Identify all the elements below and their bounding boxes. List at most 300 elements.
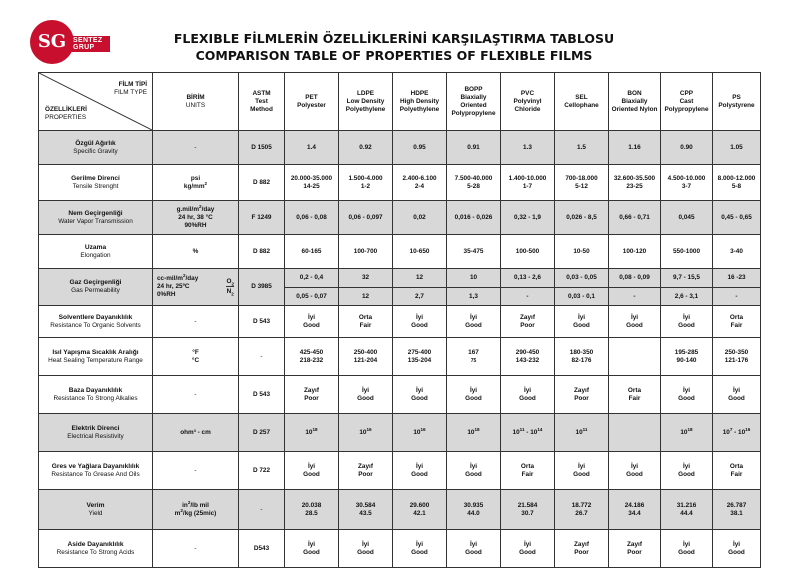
value-line: 28.5 (305, 509, 318, 517)
value-line: 31.216 (676, 501, 697, 509)
n2-sub: 2 (231, 291, 234, 297)
value-cell: 550-1000 (661, 235, 713, 269)
value-cell: 100-700 (339, 235, 393, 269)
property-en: Heat Sealing Temperature Range (48, 356, 143, 364)
film-type-label (114, 81, 147, 97)
value-base: 10 (575, 428, 583, 436)
row-strong-alkalies (39, 376, 761, 414)
ozellikleri-text: ÖZELLİKLERİ (45, 106, 87, 113)
value-exp: 11 (519, 426, 525, 432)
property-en: Specific Gravity (73, 147, 118, 155)
value-base: 10 (512, 428, 520, 436)
value-line: Good (519, 394, 536, 402)
value-line: İyi (307, 313, 316, 321)
property-cell (39, 131, 153, 165)
film-header-bopp (447, 73, 501, 131)
value-cell (713, 490, 761, 530)
value-line: 167 (468, 348, 479, 356)
unit-line: psi (190, 174, 201, 182)
property-cell (39, 269, 153, 306)
value-line: 7.500-40.000 (454, 174, 493, 182)
property-cell (39, 452, 153, 490)
value-cell (339, 452, 393, 490)
value-line: 218-232 (299, 356, 324, 364)
value-line: Good (303, 548, 320, 556)
value-cell (447, 414, 501, 452)
unit-cell: % (153, 235, 239, 269)
value-line: 5-8 (731, 182, 742, 190)
value-line: 34.4 (628, 509, 641, 517)
value-exp: 7 (729, 426, 733, 432)
value-line: Poor (520, 321, 535, 329)
value-line: İyi (630, 462, 639, 470)
film-code: HDPE (410, 89, 429, 97)
value-line: 1-2 (360, 182, 371, 190)
property-en: Resistance To Strong Alkalies (53, 394, 138, 402)
value-line: Good (678, 394, 695, 402)
value-cell (501, 376, 555, 414)
value-cell: 10 (447, 269, 501, 288)
value-line: Orta (627, 386, 642, 394)
value-line: Good (465, 548, 482, 556)
value-line: Zayıf (574, 540, 589, 548)
property-tr: Gaz Geçirgenliği (69, 279, 122, 286)
property-en: Resistance To Organic Solvents (50, 321, 141, 329)
row-organic-solvents (39, 306, 761, 338)
value-line: Good (626, 321, 643, 329)
value-cell (555, 376, 609, 414)
value-line: Fair (521, 470, 534, 478)
value-cell: 12 (339, 288, 393, 306)
value-cell (501, 338, 555, 376)
value-line: İyi (630, 313, 639, 321)
value-cell: 0,32 - 1,9 (501, 201, 555, 235)
unit-line: /day (185, 275, 199, 282)
value-line: İyi (682, 313, 691, 321)
value-cell: 1.16 (609, 131, 661, 165)
value-cell (285, 414, 339, 452)
film-name: Cellophane (564, 101, 599, 109)
value-line: 44.0 (467, 509, 480, 517)
value-exp: 18 (312, 426, 318, 432)
value-line: Good (573, 470, 590, 478)
value-line: 20.038 (301, 501, 322, 509)
value-line: 5-12 (575, 182, 588, 190)
value-line: İyi (732, 386, 741, 394)
unit-line: /kg (25mic) (182, 509, 217, 517)
value-line: Good (411, 470, 428, 478)
value-exp: 18 (687, 426, 693, 432)
value-cell (609, 165, 661, 201)
value-cell (661, 376, 713, 414)
property-tr: Gerilme Direnci (71, 174, 120, 182)
value-cell: 0,13 - 2,6 (501, 269, 555, 288)
value-line: 18.772 (571, 501, 592, 509)
astm-cell: D 882 (239, 165, 285, 201)
value-line: İyi (361, 540, 370, 548)
astm-cell: D 882 (239, 235, 285, 269)
value-line: İyi (415, 386, 424, 394)
value-line: 43.5 (359, 509, 372, 517)
value-cell: 0,06 - 0,097 (339, 201, 393, 235)
value-exp: 11 (582, 426, 588, 432)
value-cell (713, 306, 761, 338)
value-line: 1-7 (522, 182, 533, 190)
film-name: Low Density (346, 97, 385, 105)
header-row (39, 73, 761, 131)
unit-cell: - (153, 452, 239, 490)
value-line: Orta (729, 462, 744, 470)
value-line: 20.000-35.000 (290, 174, 333, 182)
astm-cell: D 543 (239, 376, 285, 414)
value-cell (609, 414, 661, 452)
value-cell: 1.5 (555, 131, 609, 165)
value-cell (339, 414, 393, 452)
value-cell (661, 452, 713, 490)
astm-header (239, 73, 285, 131)
value-cell: 0,02 (393, 201, 447, 235)
unit-sup: 2 (180, 507, 183, 513)
value-line: İyi (415, 313, 424, 321)
method-text: Method (250, 105, 273, 113)
value-cell: 100-120 (609, 235, 661, 269)
value-cell: 0.91 (447, 131, 501, 165)
value-cell (609, 530, 661, 568)
value-cell (285, 338, 339, 376)
property-en: Electrical Resistivity (67, 432, 124, 440)
value-cell (555, 530, 609, 568)
film-code: BOPP (464, 85, 483, 93)
value-cell: 0,016 - 0,026 (447, 201, 501, 235)
value-line: İyi (469, 386, 478, 394)
value-cell (609, 452, 661, 490)
value-line: 135-204 (407, 356, 432, 364)
value-cell: 1.3 (501, 131, 555, 165)
value-cell (609, 306, 661, 338)
astm-cell: - (239, 338, 285, 376)
value-cell (501, 165, 555, 201)
astm-text: ASTM (252, 89, 271, 97)
o2-label: O (226, 278, 232, 285)
value-cell (661, 490, 713, 530)
value-line: Fair (359, 321, 372, 329)
value-cell (661, 414, 713, 452)
value-line: İyi (682, 462, 691, 470)
value-line: İyi (361, 386, 370, 394)
value-line: Poor (304, 394, 319, 402)
film-code: BON (627, 89, 642, 97)
birim-text: BİRİM (186, 93, 205, 101)
value-line: İyi (469, 540, 478, 548)
film-code: PS (732, 93, 741, 101)
value-line: Good (303, 321, 320, 329)
value-line: İyi (577, 313, 586, 321)
astm-cell: D 257 (239, 414, 285, 452)
unit-sup: 2 (182, 272, 186, 278)
value-cell (609, 376, 661, 414)
value-line: Good (519, 548, 536, 556)
property-tr: Uzama (84, 243, 107, 251)
property-cell (39, 306, 153, 338)
value-line: Good (303, 470, 320, 478)
value-cell (393, 414, 447, 452)
film-name: Polystyrene (718, 101, 755, 109)
value-cell (339, 490, 393, 530)
value-base: - 10 (732, 428, 746, 436)
value-line: Poor (358, 470, 373, 478)
value-cell (713, 530, 761, 568)
value-cell (555, 414, 609, 452)
value-cell (447, 165, 501, 201)
value-line: 250-400 (353, 348, 378, 356)
property-en: Elongation (80, 251, 111, 259)
value-line: 195-285 (674, 348, 699, 356)
film-header-bon (609, 73, 661, 131)
property-tr: Özgül Ağırlık (75, 139, 116, 147)
value-cell: - (501, 288, 555, 306)
film-name: Polyvinyl (513, 97, 542, 105)
value-line: İyi (682, 386, 691, 394)
value-line: Fair (730, 470, 743, 478)
value-cell (447, 452, 501, 490)
value-line: Good (411, 548, 428, 556)
n2-label: N (226, 288, 232, 295)
unit-line: °C (191, 356, 200, 364)
value-cell (393, 452, 447, 490)
film-name: Polypropylene (451, 109, 496, 117)
value-cell: 0,06 - 0,08 (285, 201, 339, 235)
value-line: Zayıf (574, 386, 589, 394)
film-name: Biaxially (460, 93, 487, 101)
value-cell (661, 165, 713, 201)
gas-labels (226, 277, 234, 296)
value-line: 143-232 (515, 356, 540, 364)
o2-sub: 2 (231, 281, 234, 287)
property-tr: Baza Dayanıklılık (68, 386, 123, 394)
value-cell (713, 376, 761, 414)
value-line: Good (678, 321, 695, 329)
property-cell (39, 235, 153, 269)
property-tr: Gres ve Yağlara Dayanıklılık (51, 462, 140, 470)
unit-cell: - (153, 131, 239, 165)
value-line: 4.500-10.000 (667, 174, 706, 182)
row-tensile-strength (39, 165, 761, 201)
row-strong-acids (39, 530, 761, 568)
value-line: 425-450 (299, 348, 324, 356)
value-cell (285, 452, 339, 490)
value-cell: 2,7 (393, 288, 447, 306)
value-line: Good (411, 394, 428, 402)
value-base: - 10 (524, 428, 538, 436)
film-header-ldpe (339, 73, 393, 131)
value-line: 30.584 (355, 501, 376, 509)
value-line: 82-176 (571, 356, 592, 364)
value-cell: 0.92 (339, 131, 393, 165)
value-cell: 1.05 (713, 131, 761, 165)
unit-line: in (182, 501, 188, 509)
properties-label (45, 106, 87, 122)
value-line: İyi (307, 462, 316, 470)
value-line: 121-176 (724, 356, 749, 364)
value-line: Zayıf (304, 386, 319, 394)
property-cell (39, 201, 153, 235)
value-line: Zayıf (358, 462, 373, 470)
value-cell (393, 338, 447, 376)
value-cell (447, 530, 501, 568)
row-heat-sealing (39, 338, 761, 376)
unit-line: kg/mm (183, 182, 205, 190)
value-line: İyi (523, 540, 532, 548)
unit-line: cc-mil/m (157, 275, 183, 282)
value-exp: 16 (420, 426, 426, 432)
value-cell (501, 530, 555, 568)
unit-line: 24 hr, 25ºC (157, 283, 190, 290)
value-line: 5-28 (467, 182, 480, 190)
value-line: İyi (307, 540, 316, 548)
value-cell (447, 376, 501, 414)
value-cell: 35-475 (447, 235, 501, 269)
unit-cell (153, 490, 239, 530)
value-line: 1.400-10.000 (508, 174, 547, 182)
value-cell (339, 306, 393, 338)
value-line: 2-4 (414, 182, 425, 190)
property-cell (39, 165, 153, 201)
film-name: Biaxially (621, 97, 648, 105)
value-cell (661, 530, 713, 568)
value-cell: 9,7 - 15,5 (661, 269, 713, 288)
astm-cell: D 543 (239, 306, 285, 338)
film-name: Polyethylene (345, 105, 386, 113)
value-line: 121-204 (353, 356, 378, 364)
astm-cell: D 1505 (239, 131, 285, 165)
value-cell (339, 338, 393, 376)
value-line: 21.584 (517, 501, 538, 509)
value-exp: 18 (474, 426, 480, 432)
value-cell: 0.90 (661, 131, 713, 165)
property-cell (39, 376, 153, 414)
value-cell (393, 165, 447, 201)
value-line: Good (357, 548, 374, 556)
value-cell (713, 414, 761, 452)
property-en: Gas Permeability (71, 287, 120, 294)
unit-cell: - (153, 376, 239, 414)
film-header-cpp (661, 73, 713, 131)
value-cell: - (713, 288, 761, 306)
value-exp: 16 (745, 426, 751, 432)
value-line: 38.1 (730, 509, 743, 517)
astm-cell: D 722 (239, 452, 285, 490)
film-name: Polypropylene (664, 105, 709, 113)
properties-text: PROPERTIES (45, 114, 87, 121)
value-cell (447, 306, 501, 338)
astm-cell: D 3985 (239, 269, 285, 306)
property-tr: Aside Dayanıklılık (67, 540, 124, 548)
unit-line: 0%RH (157, 291, 176, 298)
value-line: 32.600-35.500 (613, 174, 656, 182)
value-line: Orta (358, 313, 373, 321)
value-cell (285, 490, 339, 530)
value-line: Good (357, 394, 374, 402)
value-cell (447, 490, 501, 530)
value-cell: 1.4 (285, 131, 339, 165)
film-code: PET (305, 93, 318, 101)
property-en: Resistance To Strong Acids (56, 548, 135, 556)
value-cell (285, 376, 339, 414)
row-elongation (39, 235, 761, 269)
page-titles (0, 30, 788, 64)
film-tipi-text: FİLM TİPİ (118, 81, 147, 88)
film-type-text: FILM TYPE (114, 89, 147, 96)
logo-text: SENTEZ GRUP (70, 36, 110, 52)
property-tr: Nem Geçirgenliği (68, 209, 123, 217)
value-cell (339, 530, 393, 568)
unit-sup: 2 (187, 499, 191, 505)
value-line: 180-350 (569, 348, 594, 356)
value-line: 44.4 (680, 509, 693, 517)
value-cell (285, 306, 339, 338)
property-cell (39, 530, 153, 568)
property-en: Resistance To Grease And Oils (51, 470, 140, 478)
value-cell (713, 338, 761, 376)
value-line: Fair (628, 394, 641, 402)
property-en: Tensile Strenght (72, 182, 119, 190)
row-specific-gravity (39, 131, 761, 165)
value-line: İyi (577, 462, 586, 470)
film-header-sel (555, 73, 609, 131)
value-line: 8.000-12.000 (717, 174, 756, 182)
value-base: 10 (413, 428, 421, 436)
unit-line: /day (201, 205, 215, 213)
astm-cell: - (239, 490, 285, 530)
value-cell (555, 338, 609, 376)
value-line: 26.787 (726, 501, 747, 509)
value-line: İyi (523, 386, 532, 394)
value-line: 75 (470, 357, 477, 364)
unit-line: /lb mil (190, 501, 209, 509)
units-header (153, 73, 239, 131)
value-line: Poor (574, 548, 589, 556)
test-text: Test (255, 97, 268, 105)
film-header-pvc (501, 73, 555, 131)
value-line: Good (728, 548, 745, 556)
film-header-ps (713, 73, 761, 131)
unit-line: m (174, 509, 181, 517)
row-water-vapor (39, 201, 761, 235)
film-name: Cast (679, 97, 694, 105)
value-line: Good (465, 394, 482, 402)
value-cell (393, 530, 447, 568)
unit-line: g.mil/m (176, 205, 199, 213)
value-line: Good (411, 321, 428, 329)
value-cell (339, 165, 393, 201)
unit-cell (153, 338, 239, 376)
value-cell: 10-650 (393, 235, 447, 269)
value-cell (555, 452, 609, 490)
astm-cell: D543 (239, 530, 285, 568)
value-line: İyi (415, 462, 424, 470)
value-line: Good (678, 548, 695, 556)
value-line: İyi (469, 313, 478, 321)
value-cell: 32 (339, 269, 393, 288)
value-line: Orta (520, 462, 535, 470)
unit-line: 90%RH (184, 221, 207, 229)
value-line: 42.1 (413, 509, 426, 517)
value-cell: 2,6 - 3,1 (661, 288, 713, 306)
value-cell (555, 490, 609, 530)
value-line: 700-18.000 (565, 174, 598, 182)
value-cell: 3-40 (713, 235, 761, 269)
value-cell (555, 306, 609, 338)
